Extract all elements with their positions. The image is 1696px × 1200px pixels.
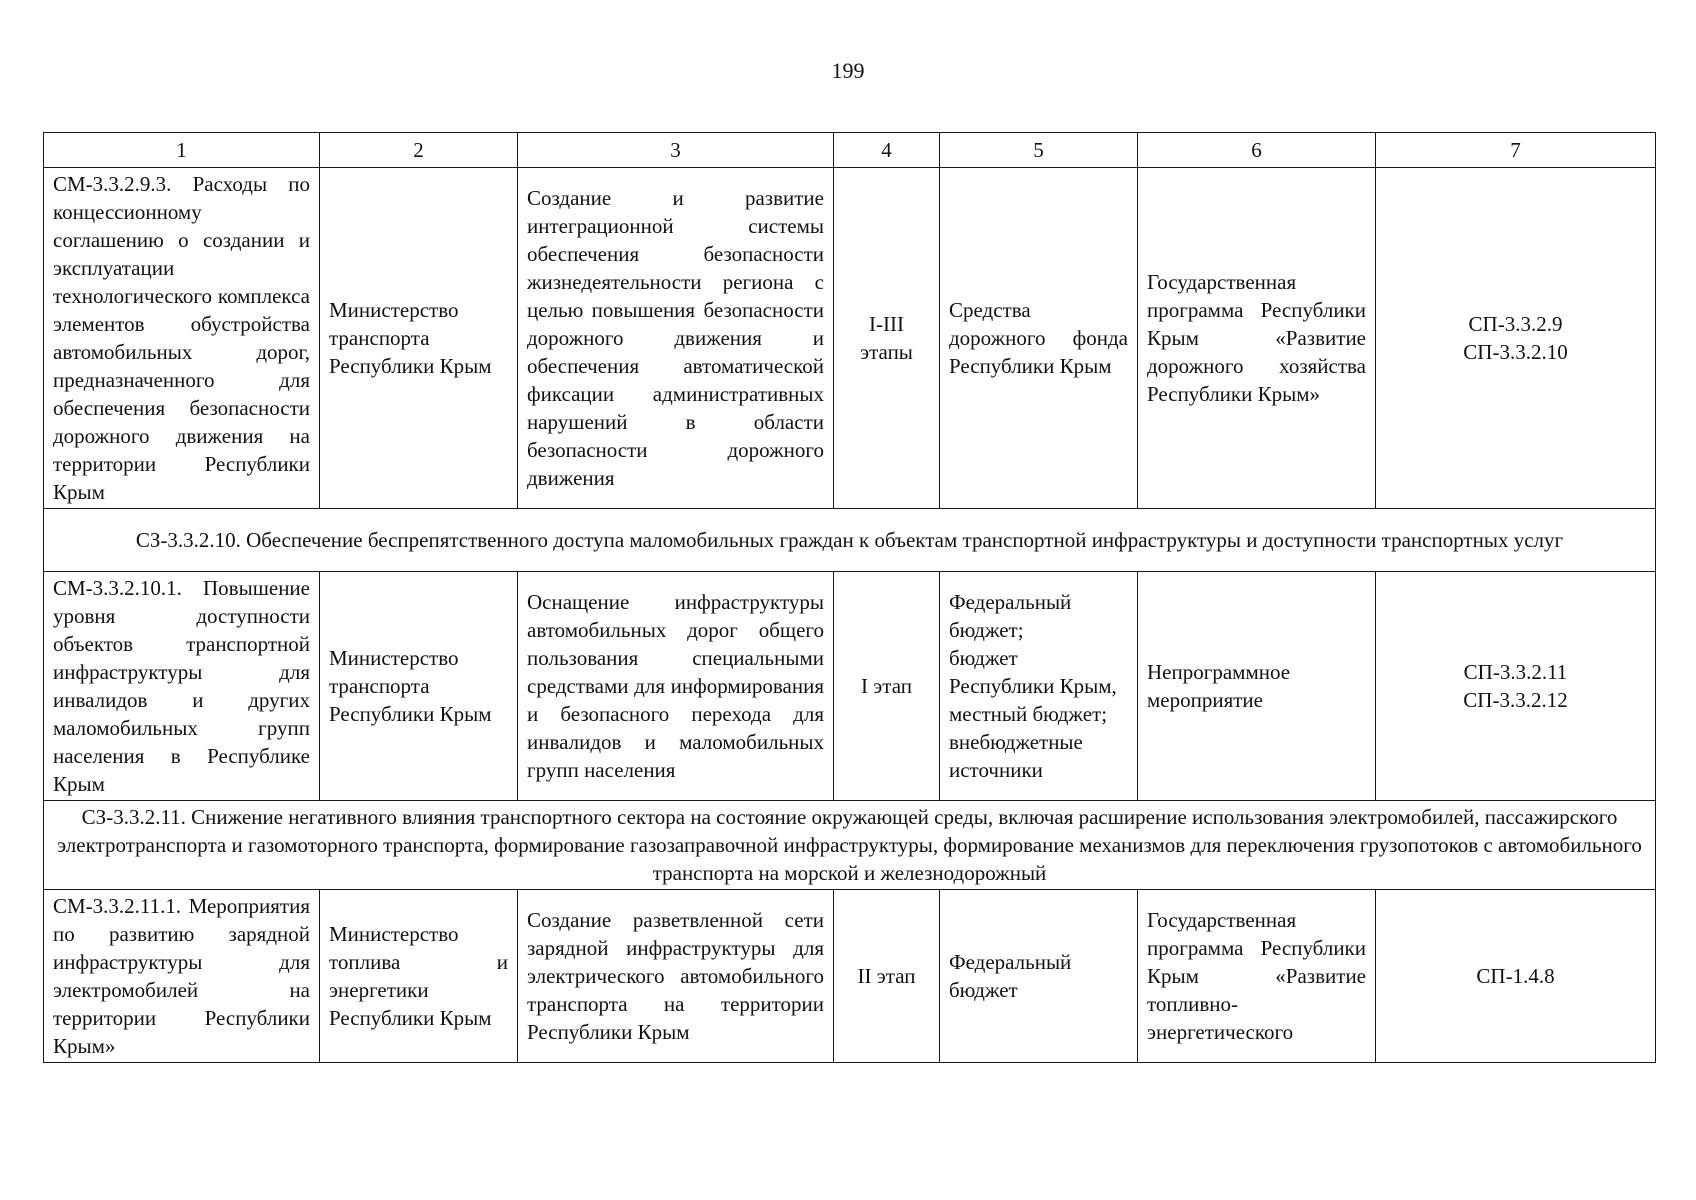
expected-result: Создание разветвленной сети зарядной инфраструктуры для электрического автомобильного транспорта на территории Республики Крым xyxy=(518,890,834,1063)
column-number: 5 xyxy=(940,133,1138,168)
column-number: 6 xyxy=(1138,133,1376,168)
funding-line: местный бюджет; xyxy=(949,702,1108,726)
implementation-stage: I этап xyxy=(834,572,940,801)
funding-source xyxy=(940,572,1138,801)
measure-name: СМ-3.3.2.10.1. Повышение уровня доступности объектов транспортной инфраструктуры для инвалидов и других маломобильных групп населения в Республике Крым xyxy=(44,572,320,801)
section-heading: СЗ-3.3.2.10. Обеспечение беспрепятственного доступа маломобильных граждан к объектам транспортной инфраструктуры и доступности транспортных услуг xyxy=(44,509,1656,572)
section-row xyxy=(44,509,1656,572)
program-table xyxy=(43,132,1656,1063)
funding-line: бюджет Республики Крым, xyxy=(949,646,1117,698)
strategic-indicator xyxy=(1376,168,1656,509)
indicator-code: СП-1.4.8 xyxy=(1476,964,1555,988)
column-number: 3 xyxy=(518,133,834,168)
funding-line: внебюджетные источники xyxy=(949,730,1083,782)
state-program: Непрограммное мероприятие xyxy=(1138,572,1376,801)
indicator-code: СП-3.3.2.10 xyxy=(1463,340,1568,364)
responsible-executor: Министерство топлива и энергетики Республики Крым xyxy=(320,890,518,1063)
indicator-code: СП-3.3.2.9 xyxy=(1468,312,1563,336)
column-number: 7 xyxy=(1376,133,1656,168)
funding-line: Федеральный бюджет; xyxy=(949,590,1072,642)
table-row xyxy=(44,890,1656,1063)
table-row xyxy=(44,572,1656,801)
expected-result: Оснащение инфраструктуры автомобильных дорог общего пользования специальными средствами для информирования и безопасного перехода для инвалидов и маломобильных групп населения xyxy=(518,572,834,801)
measure-name: СМ-3.3.2.11.1. Мероприятия по развитию зарядной инфраструктуры для электромобилей на территории Республики Крым» xyxy=(44,890,320,1063)
state-program: Государственная программа Республики Крым «Развитие дорожного хозяйства Республики Крым» xyxy=(1138,168,1376,509)
strategic-indicator xyxy=(1376,572,1656,801)
strategic-indicator xyxy=(1376,890,1656,1063)
funding-source: Средства дорожного фонда Республики Крым xyxy=(940,168,1138,509)
indicator-code: СП-3.3.2.12 xyxy=(1463,688,1568,712)
indicator-code: СП-3.3.2.11 xyxy=(1463,660,1568,684)
page-number: 199 xyxy=(831,58,865,83)
column-number: 1 xyxy=(44,133,320,168)
column-number: 2 xyxy=(320,133,518,168)
column-number-row xyxy=(44,133,1656,168)
measure-name: СМ-3.3.2.9.3. Расходы по концессионному соглашению о создании и эксплуатации технологического комплекса элементов обустройства автомобильных дорог, предназначенного для обеспечения безопасности дорожного движения на территории Республики Крым xyxy=(44,168,320,509)
funding-source: Федеральный бюджет xyxy=(940,890,1138,1063)
state-program: Государственная программа Республики Крым «Развитие топливно-энергетического xyxy=(1138,890,1376,1063)
section-row xyxy=(44,801,1656,890)
implementation-stage: II этап xyxy=(834,890,940,1063)
implementation-stage: I-III этапы xyxy=(834,168,940,509)
table-row xyxy=(44,168,1656,509)
section-heading: СЗ-3.3.2.11. Снижение негативного влияния транспортного сектора на состояние окружающей среды, включая расширение использования электромобилей, пассажирского электротранспорта и газомоторного транспорта, формирование газозаправочной инфраструктуры, формирование механизмов для переключения грузопотоков с автомобильного транспорта на морской и железнодорожный xyxy=(44,801,1656,890)
column-number: 4 xyxy=(834,133,940,168)
responsible-executor: Министерство транспорта Республики Крым xyxy=(320,168,518,509)
expected-result: Создание и развитие интеграционной системы обеспечения безопасности жизнедеятельности региона с целью повышения безопасности дорожного движения и обеспечения автоматической фиксации административных нарушений в области безопасности дорожного движения xyxy=(518,168,834,509)
responsible-executor: Министерство транспорта Республики Крым xyxy=(320,572,518,801)
